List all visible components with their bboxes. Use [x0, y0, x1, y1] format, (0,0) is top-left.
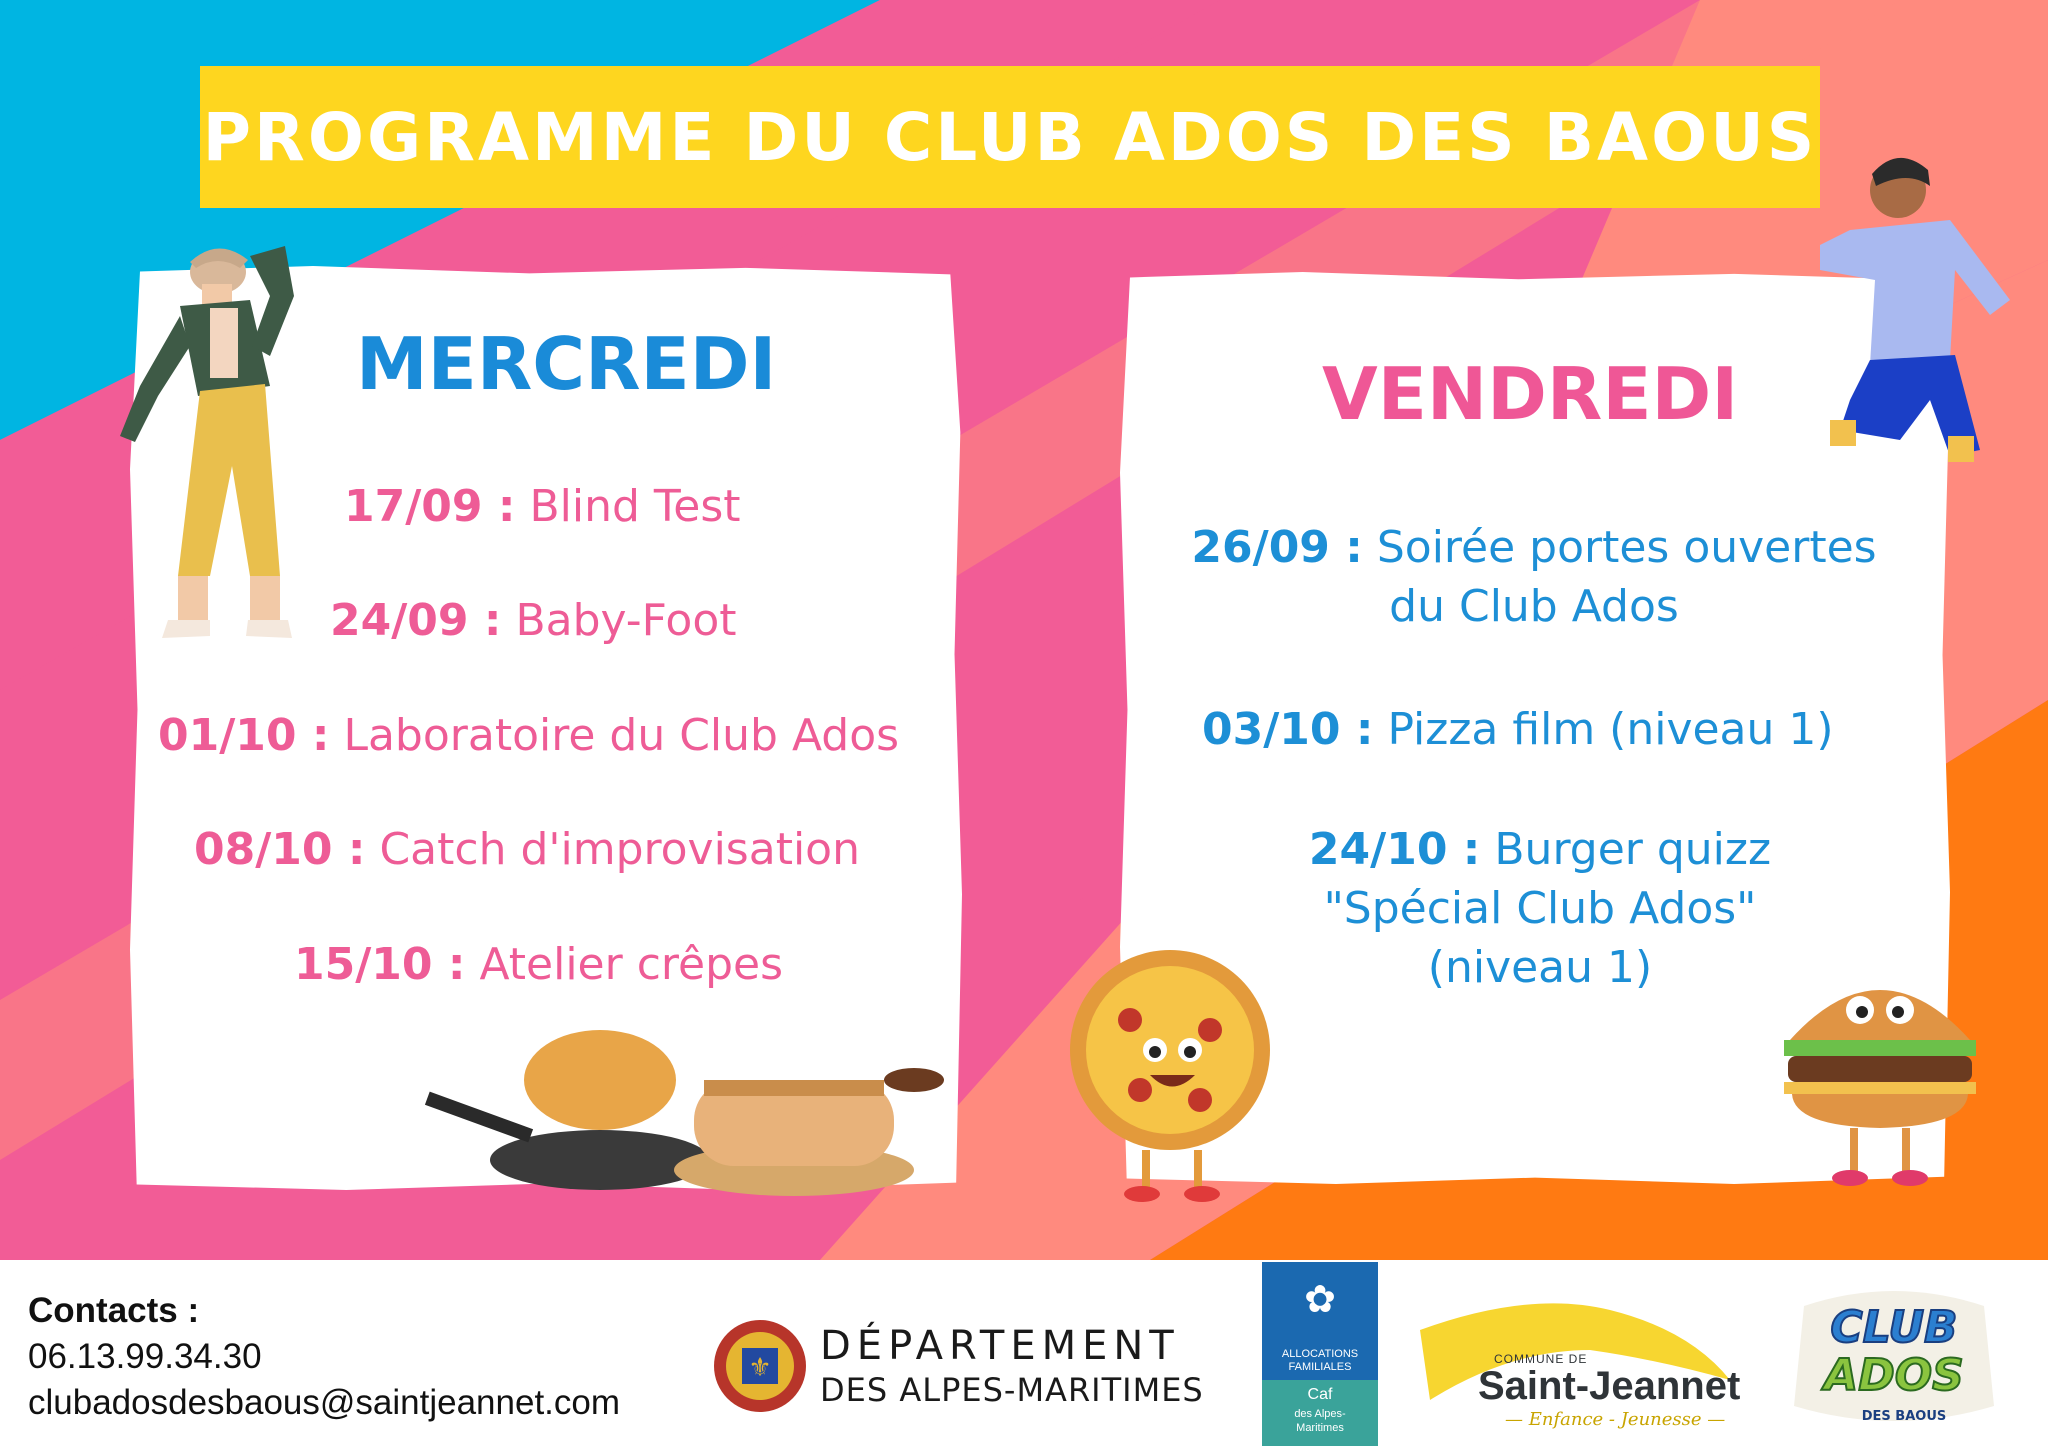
saint-jeannet-commune-label: COMMUNE DE	[1494, 1352, 1588, 1366]
burger-character-illustration	[1770, 950, 1990, 1200]
departement-logo-text: DÉPARTEMENT DES ALPES-MARITIMES	[820, 1323, 1204, 1409]
wednesday-event: 15/10 : Atelier crêpes	[294, 939, 784, 990]
pizza-character-illustration	[1050, 940, 1310, 1210]
caf-logo: ✿ ALLOCATIONS FAMILIALES Caf des Alpes- Maritimes	[1262, 1262, 1378, 1446]
contact-phone: 06.13.99.34.30	[28, 1337, 262, 1376]
friday-event: 03/10 : Pizza film (niveau 1)	[1202, 704, 1834, 755]
friday-heading: VENDREDI	[1322, 352, 1739, 436]
contact-email: clubadosdesbaous@saintjeannet.com	[28, 1383, 621, 1422]
boy-jumping-illustration	[1780, 150, 2020, 480]
wednesday-event: 17/09 : Blind Test	[344, 481, 741, 532]
departement-crest-icon	[712, 1318, 808, 1414]
girl-dancer-illustration	[80, 236, 310, 666]
wednesday-heading: MERCREDI	[356, 322, 777, 406]
wednesday-event: 24/09 : Baby-Foot	[330, 595, 737, 646]
saint-jeannet-name: Saint-Jeannet	[1478, 1364, 1741, 1408]
friday-event: 26/09 : Soirée portes ouvertes du Club Ados	[1191, 522, 1877, 632]
caf-people-icon: ✿	[1304, 1279, 1336, 1321]
page-title: PROGRAMME DU CLUB ADOS DES BAOUS	[202, 98, 1818, 176]
wednesday-event: 08/10 : Catch d'improvisation	[194, 824, 860, 875]
wednesday-event: 01/10 : Laboratoire du Club Ados	[158, 710, 900, 761]
friday-event: 24/10 : Burger quizz "Spécial Club Ados" (niveau 1)	[1308, 824, 1772, 993]
title-banner	[200, 66, 1820, 208]
svg-text:⚜: ⚜	[748, 1353, 772, 1383]
contacts-block	[28, 1288, 620, 1426]
svg-text:ADOS: ADOS	[1824, 1350, 1964, 1401]
svg-text:DES BAOUS: DES BAOUS	[1861, 1409, 1947, 1424]
svg-text:CLUB: CLUB	[1830, 1302, 1958, 1353]
club-ados-logo	[1774, 1286, 2014, 1436]
crepes-illustration	[424, 1020, 944, 1200]
saint-jeannet-subtitle: — Enfance - Jeunesse —	[1505, 1409, 1726, 1430]
contacts-label: Contacts :	[28, 1291, 200, 1330]
